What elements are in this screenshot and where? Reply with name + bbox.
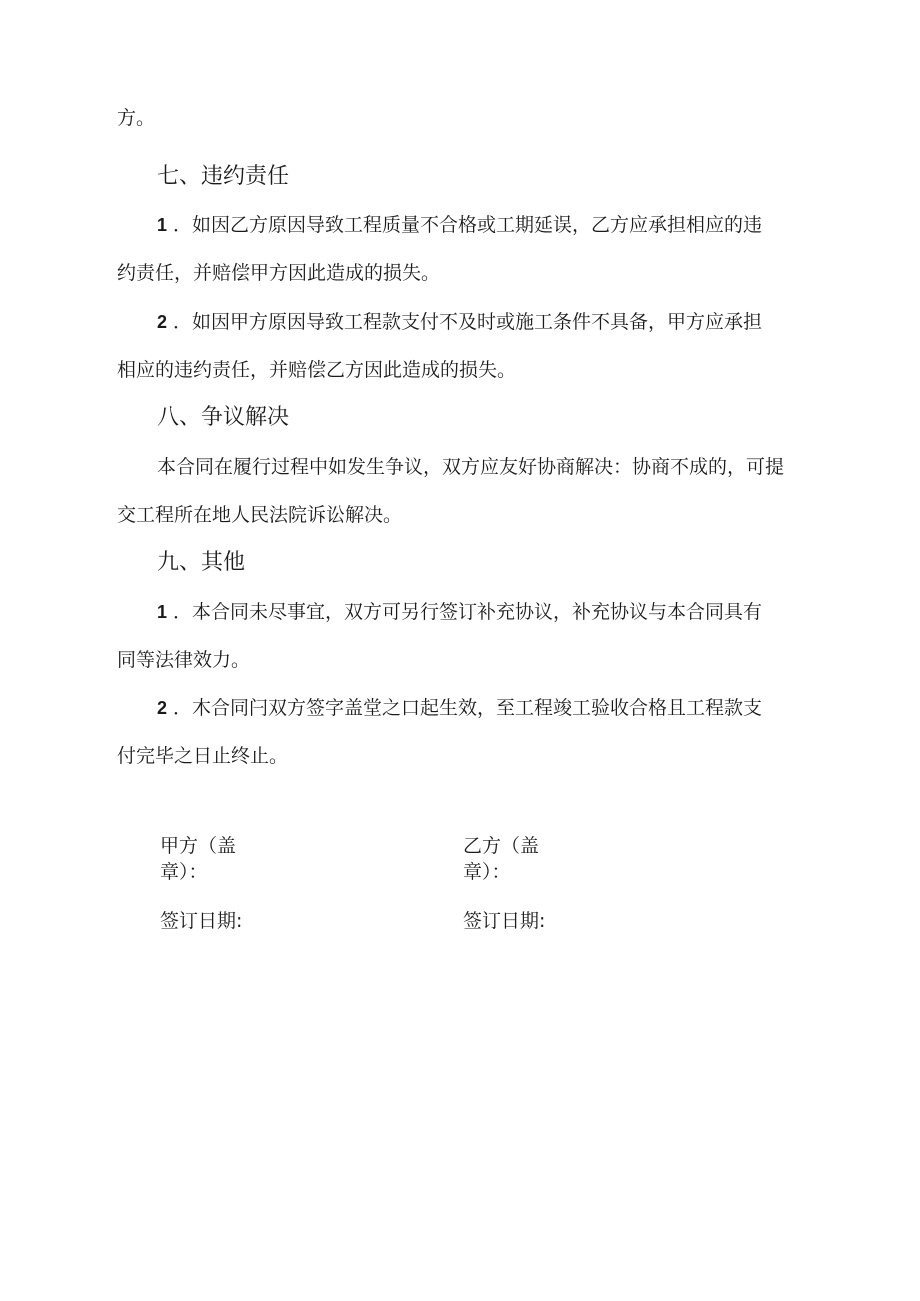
- s9-clause-1-line-1: [157, 598, 762, 626]
- section-8-heading: 八、争议解决: [157, 405, 290, 430]
- clause-text: ．木合同闩双方签字盖堂之口起生效，至工程竣工验收合格且工程款支: [167, 697, 763, 719]
- party-a-sign-date-label: 签订日期:: [160, 910, 243, 932]
- s7-clause-2-line-2: 相应的违约责任，并赔偿乙方因此造成的损失。: [117, 359, 517, 381]
- s9-clause-1-line-2: 同等法律效力。: [117, 649, 251, 671]
- s9-clause-2-line-2: 付完毕之日止终止。: [117, 745, 289, 767]
- clause-number: 1: [157, 215, 168, 235]
- party-b-seal-label-line-1: 乙方（盖: [463, 835, 540, 857]
- party-b-seal-label-line-2: 章）：: [463, 861, 511, 883]
- clause-number: 2: [157, 698, 168, 718]
- s8-paragraph-line-2: 交工程所在地人民法院诉讼解决。: [117, 504, 403, 526]
- clause-text: ．本合同未尽事宜，双方可另行签订补充协议，补充协议与本合同具有: [167, 601, 763, 623]
- party-a-seal-label-line-2: 章）：: [160, 861, 208, 883]
- s7-clause-1-line-2: 约责任，并赔偿甲方因此造成的损失。: [117, 262, 441, 284]
- party-b-sign-date-label: 签订日期:: [463, 910, 546, 932]
- continuation-line: 方。: [117, 107, 156, 129]
- s8-paragraph-line-1: 本合同在履行过程中如发生争议，双方应友好协商解决：协商不成的，可提: [157, 456, 785, 478]
- clause-text: ．如因甲方原因导致工程款支付不及时或施工条件不具备，甲方应承担: [167, 311, 763, 333]
- clause-text: ．如因乙方原因导致工程质量不合格或工期延误，乙方应承担相应的违: [167, 214, 763, 236]
- party-a-seal-label-line-1: 甲方（盖: [160, 835, 237, 857]
- s9-clause-2-line-1: [157, 694, 762, 722]
- clause-number: 1: [157, 602, 168, 622]
- s7-clause-1-line-1: [157, 211, 762, 239]
- clause-number: 2: [157, 312, 168, 332]
- section-9-heading: 九、其他: [157, 550, 246, 575]
- section-7-heading: 七、违约责任: [157, 164, 290, 189]
- s7-clause-2-line-1: [157, 308, 762, 336]
